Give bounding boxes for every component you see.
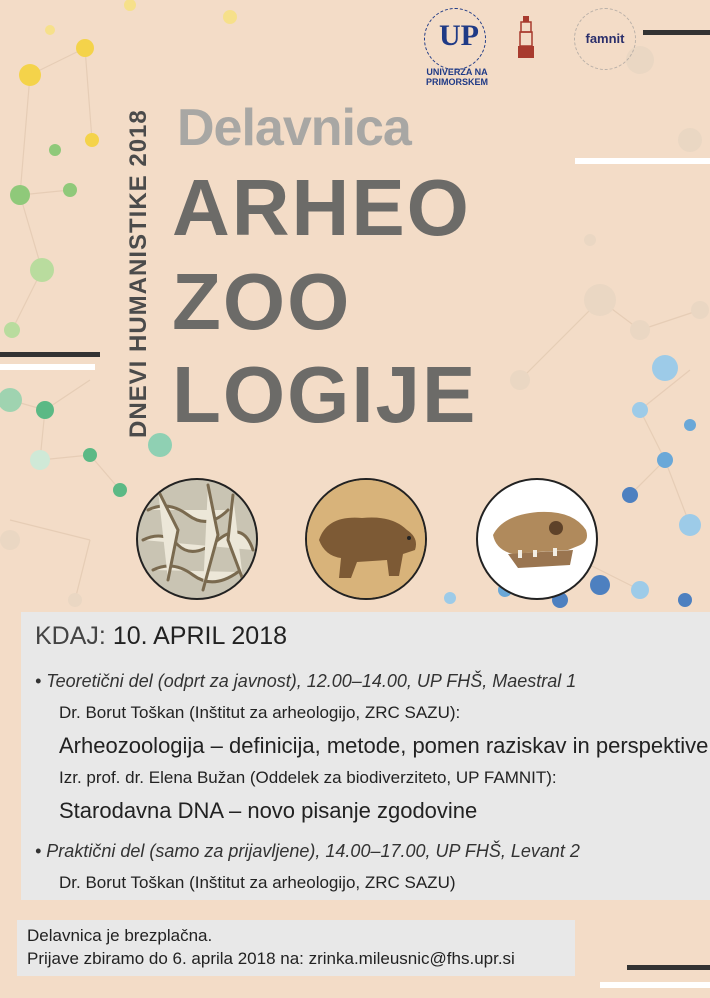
talk-title-2: Starodavna DNA – novo pisanje zgodovine — [59, 798, 478, 823]
institution-logos — [418, 4, 658, 100]
speaker-1: Dr. Borut Toškan (Inštitut za arheologijo, ZRC SAZU): — [59, 703, 461, 722]
event-details-panel — [21, 612, 710, 900]
workshop-label: Delavnica — [177, 99, 411, 157]
registration-note[interactable]: Prijave zbiramo do 6. aprila 2018 na: zrinka.mileusnic@fhs.upr.si — [27, 949, 515, 968]
bones-photo — [136, 478, 258, 600]
event-date — [35, 622, 287, 651]
up-logo — [424, 8, 488, 87]
session-practical: • Praktični del (samo za prijavljene), 14.00–17.00, UP FHŠ, Levant 2 — [35, 841, 580, 861]
decorative-stripe — [0, 364, 95, 370]
speaker-2: Izr. prof. dr. Elena Bužan (Oddelek za biodiverziteto, UP FAMNIT): — [59, 768, 557, 787]
tower-icon — [518, 16, 534, 58]
speaker-3: Dr. Borut Toškan (Inštitut za arheologijo, ZRC SAZU) — [59, 873, 456, 892]
up-logo-text: UNIVERZA NA PRIMORSKEM — [425, 67, 488, 87]
talk-title-1: Arheozoologija – definicija, metode, pomen raziskav in perspektive — [59, 733, 709, 758]
famnit-logo-text: famnit — [585, 31, 625, 46]
skull-photo — [476, 478, 598, 600]
session-theory: • Teoretični del (odprt za javnost), 12.00–14.00, UP FHŠ, Maestral 1 — [35, 671, 577, 691]
title-line-1: ARHEO — [172, 163, 471, 252]
free-admission-note: Delavnica je brezplačna. — [27, 926, 213, 945]
decorative-stripe — [600, 982, 710, 988]
decorative-stripe — [0, 352, 100, 357]
bear-illustration — [305, 478, 427, 600]
famnit-logo — [574, 8, 636, 70]
decorative-stripe — [575, 158, 710, 164]
registration-panel — [17, 920, 575, 976]
event-series-vertical-title: DNEVI HUMANISTIKE 2018 — [125, 109, 152, 438]
title-line-2: ZOO — [172, 257, 352, 346]
up-logo-mark: UP — [439, 19, 479, 52]
date-value: 10. APRIL 2018 — [112, 622, 288, 650]
decorative-stripe — [627, 965, 710, 970]
date-label: KDAJ: — [35, 622, 106, 650]
title-line-3: LOGIJE — [172, 350, 478, 439]
fhs-logo — [496, 8, 556, 68]
